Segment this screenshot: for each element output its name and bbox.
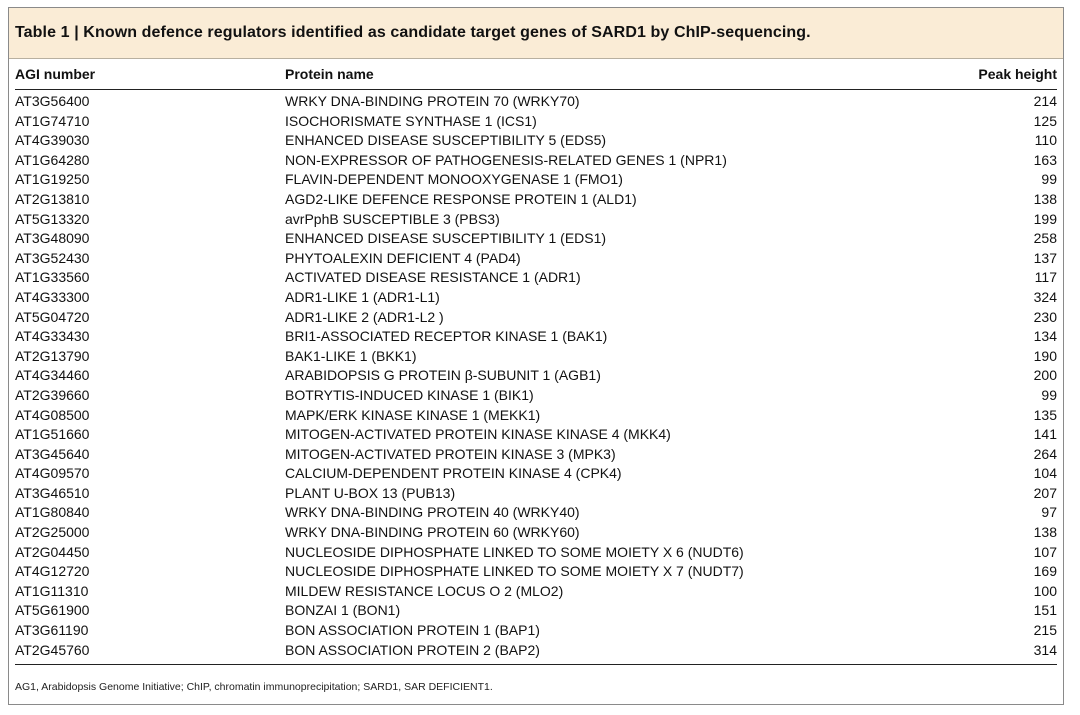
table-row — [15, 112, 1057, 132]
table-footnote: AG1, Arabidopsis Genome Initiative; ChIP, chromatin immunoprecipitation; SARD1, SAR DEFICIENT1. — [15, 681, 493, 694]
table-header — [15, 59, 1057, 90]
table-row — [15, 131, 1057, 151]
cell-agi-number: AT4G12720 — [15, 563, 90, 580]
cell-peak-height: 117 — [1034, 269, 1057, 286]
cell-protein-name: AGD2-LIKE DEFENCE RESPONSE PROTEIN 1 (ALD1) — [285, 190, 637, 207]
cell-protein-name: PLANT U-BOX 13 (PUB13) — [285, 484, 456, 501]
cell-protein-name: NUCLEOSIDE DIPHOSPHATE LINKED TO SOME MOIETY X 6 (NUDT6) — [285, 543, 744, 560]
cell-protein-name: CALCIUM-DEPENDENT PROTEIN KINASE 4 (CPK4) — [285, 465, 622, 482]
cell-peak-height: 215 — [1033, 622, 1057, 639]
cell-agi-number: AT3G56400 — [15, 93, 90, 109]
cell-peak-height: 138 — [1033, 190, 1057, 207]
cell-agi-number: AT3G46510 — [15, 484, 90, 501]
cell-agi-number: AT2G13790 — [15, 347, 90, 364]
table-row — [15, 210, 1057, 230]
cell-protein-name: FLAVIN-DEPENDENT MONOOXYGENASE 1 (FMO1) — [285, 171, 623, 188]
cell-peak-height: 141 — [1033, 426, 1057, 443]
cell-agi-number: AT2G25000 — [15, 524, 90, 541]
cell-peak-height: 99 — [1041, 386, 1057, 403]
table-row — [15, 503, 1057, 523]
cell-agi-number: AT5G61900 — [15, 602, 90, 619]
cell-agi-number: AT3G48090 — [15, 230, 90, 247]
cell-protein-name: ADR1-LIKE 1 (ADR1-L1) — [285, 288, 440, 305]
table-row — [15, 288, 1057, 308]
cell-agi-number: AT3G61190 — [15, 622, 89, 639]
cell-agi-number: AT1G51660 — [15, 426, 90, 443]
cell-agi-number: AT5G13320 — [15, 210, 90, 227]
cell-protein-name: ADR1-LIKE 2 (ADR1-L2 ) — [285, 308, 444, 325]
cell-peak-height: 169 — [1033, 563, 1057, 580]
cell-protein-name: BAK1-LIKE 1 (BKK1) — [285, 347, 417, 364]
cell-peak-height: 107 — [1033, 543, 1057, 560]
table-frame — [8, 7, 1064, 705]
table-row — [15, 425, 1057, 445]
cell-protein-name: PHYTOALEXIN DEFICIENT 4 (PAD4) — [285, 249, 521, 266]
table-row — [15, 268, 1057, 288]
cell-protein-name: BONZAI 1 (BON1) — [285, 602, 401, 619]
cell-protein-name: ENHANCED DISEASE SUSCEPTIBILITY 5 (EDS5) — [285, 132, 607, 149]
cell-peak-height: 230 — [1033, 308, 1057, 325]
cell-peak-height: 125 — [1033, 112, 1057, 129]
cell-peak-height: 214 — [1033, 93, 1057, 109]
cell-peak-height: 137 — [1033, 249, 1057, 266]
cell-agi-number: AT2G45760 — [15, 641, 90, 658]
cell-peak-height: 199 — [1033, 210, 1057, 227]
cell-peak-height: 138 — [1033, 524, 1057, 541]
cell-agi-number: AT1G80840 — [15, 504, 90, 521]
cell-peak-height: 207 — [1033, 484, 1057, 501]
cell-protein-name: NON-EXPRESSOR OF PATHOGENESIS-RELATED GENES 1 (NPR1) — [285, 151, 727, 168]
cell-protein-name: BRI1-ASSOCIATED RECEPTOR KINASE 1 (BAK1) — [285, 328, 608, 345]
cell-agi-number: AT2G39660 — [15, 386, 90, 403]
cell-protein-name: ISOCHORISMATE SYNTHASE 1 (ICS1) — [285, 112, 537, 129]
cell-peak-height: 190 — [1033, 347, 1057, 364]
cell-peak-height: 97 — [1041, 504, 1057, 521]
cell-peak-height: 110 — [1034, 132, 1057, 149]
table-row — [15, 308, 1057, 328]
cell-protein-name: ACTIVATED DISEASE RESISTANCE 1 (ADR1) — [285, 269, 581, 286]
cell-protein-name: WRKY DNA-BINDING PROTEIN 60 (WRKY60) — [285, 524, 580, 541]
cell-agi-number: AT1G64280 — [15, 151, 90, 168]
cell-agi-number: AT1G11310 — [15, 582, 89, 599]
cell-protein-name: WRKY DNA-BINDING PROTEIN 70 (WRKY70) — [285, 93, 580, 109]
cell-agi-number: AT1G33560 — [15, 269, 90, 286]
cell-protein-name: ARABIDOPSIS G PROTEIN β-SUBUNIT 1 (AGB1) — [285, 367, 601, 384]
cell-peak-height: 135 — [1033, 406, 1057, 423]
cell-protein-name: BOTRYTIS-INDUCED KINASE 1 (BIK1) — [285, 386, 534, 403]
table-row — [15, 406, 1057, 426]
table-row — [15, 347, 1057, 367]
cell-peak-height: 264 — [1033, 445, 1057, 462]
cell-protein-name: BON ASSOCIATION PROTEIN 2 (BAP2) — [285, 641, 540, 658]
table-caption: Table 1 | Known defence regulators identified as candidate target genes of SARD1 by ChIP-sequencing. — [9, 8, 1063, 59]
cell-agi-number: AT4G33430 — [15, 328, 90, 345]
table-row — [15, 641, 1057, 661]
cell-agi-number: AT1G74710 — [15, 112, 90, 129]
cell-agi-number: AT5G04720 — [15, 308, 90, 325]
cell-peak-height: 104 — [1033, 465, 1057, 482]
table-row — [15, 621, 1057, 641]
table-row — [15, 386, 1057, 406]
cell-peak-height: 151 — [1033, 602, 1057, 619]
table-row — [15, 327, 1057, 347]
cell-protein-name: MITOGEN-ACTIVATED PROTEIN KINASE 3 (MPK3) — [285, 445, 616, 462]
cell-peak-height: 324 — [1033, 288, 1057, 305]
cell-agi-number: AT3G45640 — [15, 445, 90, 462]
cell-protein-name: NUCLEOSIDE DIPHOSPHATE LINKED TO SOME MOIETY X 7 (NUDT7) — [285, 563, 744, 580]
cell-agi-number: AT1G19250 — [15, 171, 90, 188]
table-row — [15, 170, 1057, 190]
cell-protein-name: MILDEW RESISTANCE LOCUS O 2 (MLO2) — [285, 582, 564, 599]
table-row — [15, 366, 1057, 386]
cell-agi-number: AT2G04450 — [15, 543, 90, 560]
cell-agi-number: AT4G39030 — [15, 132, 90, 149]
table-row — [15, 249, 1057, 269]
cell-peak-height: 134 — [1033, 328, 1057, 345]
table-row — [15, 464, 1057, 484]
table-row — [15, 151, 1057, 171]
table-row — [15, 229, 1057, 249]
table-row — [15, 582, 1057, 602]
table-row — [15, 562, 1057, 582]
cell-peak-height: 163 — [1033, 151, 1057, 168]
cell-peak-height: 200 — [1033, 367, 1057, 384]
cell-peak-height: 99 — [1041, 171, 1057, 188]
cell-protein-name: ENHANCED DISEASE SUSCEPTIBILITY 1 (EDS1) — [285, 230, 607, 247]
cell-peak-height: 258 — [1033, 230, 1057, 247]
header-agi-number: AGI number — [15, 66, 96, 82]
header-peak-height: Peak height — [978, 66, 1057, 82]
table-row — [15, 543, 1057, 563]
table-row — [15, 190, 1057, 210]
cell-protein-name: MAPK/ERK KINASE KINASE 1 (MEKK1) — [285, 406, 541, 423]
cell-agi-number: AT4G08500 — [15, 406, 90, 423]
cell-agi-number: AT3G52430 — [15, 249, 90, 266]
cell-protein-name: BON ASSOCIATION PROTEIN 1 (BAP1) — [285, 622, 540, 639]
table-row — [15, 92, 1057, 112]
cell-agi-number: AT4G34460 — [15, 367, 90, 384]
header-protein-name: Protein name — [285, 66, 374, 82]
cell-peak-height: 100 — [1033, 582, 1057, 599]
cell-protein-name: avrPphB SUSCEPTIBLE 3 (PBS3) — [285, 210, 500, 227]
cell-protein-name: WRKY DNA-BINDING PROTEIN 40 (WRKY40) — [285, 504, 580, 521]
table-row — [15, 484, 1057, 504]
table-row — [15, 445, 1057, 465]
cell-agi-number: AT4G09570 — [15, 465, 90, 482]
cell-agi-number: AT4G33300 — [15, 288, 90, 305]
table-body — [15, 92, 1057, 665]
table-row — [15, 523, 1057, 543]
cell-agi-number: AT2G13810 — [15, 190, 90, 207]
cell-peak-height: 314 — [1033, 641, 1057, 658]
cell-protein-name: MITOGEN-ACTIVATED PROTEIN KINASE KINASE 4 (MKK4) — [285, 426, 671, 443]
table-row — [15, 601, 1057, 621]
